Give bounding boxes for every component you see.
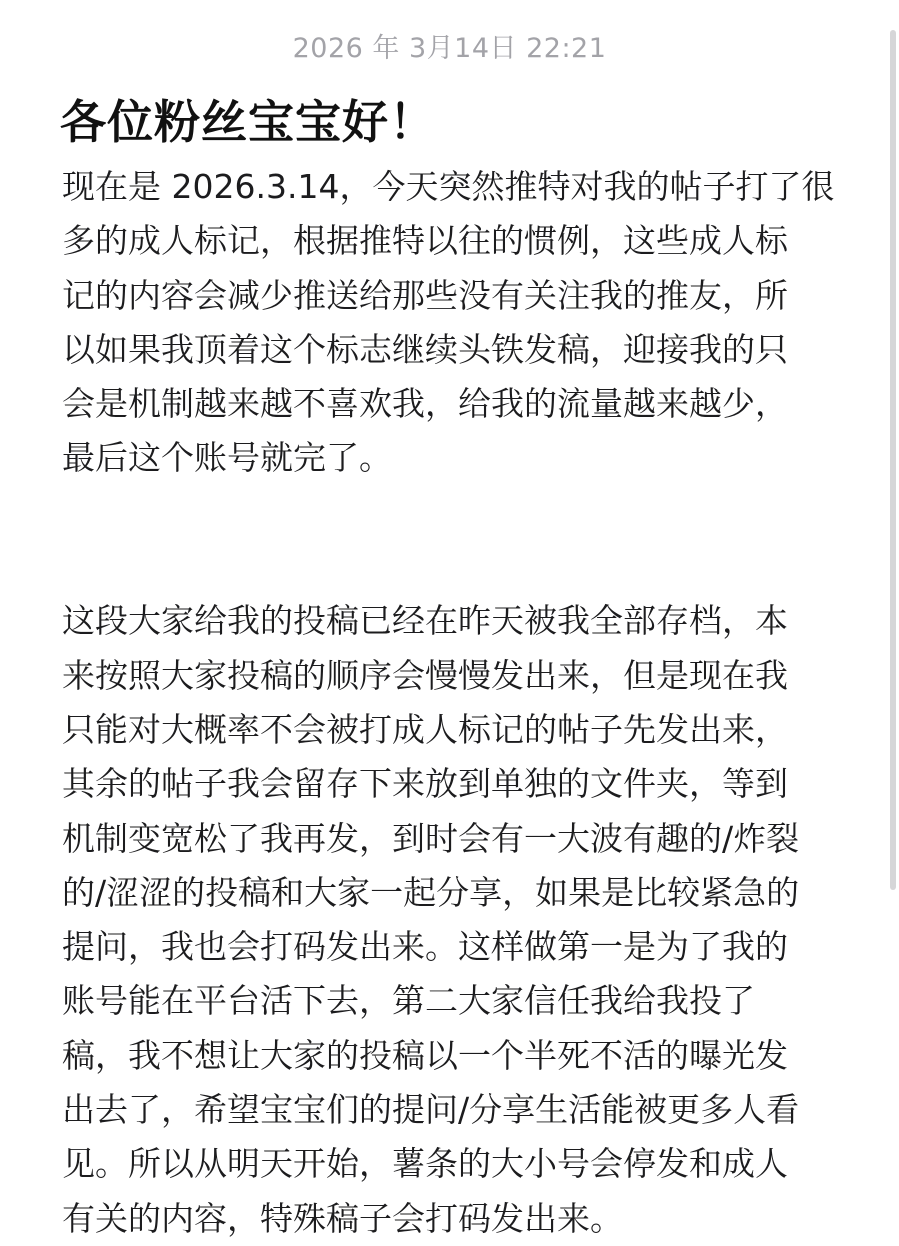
body-line: 的/涩涩的投稿和大家一起分享，如果是比较紧急的 [62,872,800,912]
body-line: 最后这个账号就完了。 [62,438,392,478]
body-line: 以如果我顶着这个标志继续头铁发稿，迎接我的只 [62,329,788,369]
body-line: 记的内容会减少推送给那些没有关注我的推友，所 [62,275,788,315]
body-line: 有关的内容，特殊稿子会打码发出来。 [62,1198,623,1238]
body-line: 见。所以从明天开始，薯条的大小号会停发和成人 [62,1144,788,1184]
note-body[interactable] [62,160,852,1246]
body-line: 出去了，希望宝宝们的提问/分享生活能被更多人看 [62,1090,800,1130]
body-line: 会是机制越来越不喜欢我，给我的流量越来越少， [62,384,788,424]
vertical-scrollbar[interactable] [890,30,896,890]
body-line: 来按照大家投稿的顺序会慢慢发出来，但是现在我 [62,655,788,695]
body-line: 账号能在平台活下去，第二大家信任我给我投了 [62,981,755,1021]
paragraph-spacer [62,486,852,540]
body-line: 多的成人标记，根据推特以往的惯例，这些成人标 [62,221,788,261]
body-line: 这段大家给我的投稿已经在昨天被我全部存档，本 [62,601,788,641]
note-title[interactable]: 各位粉丝宝宝好！ [60,95,436,149]
paragraph-spacer [62,540,852,594]
body-line: 稿，我不想让大家的投稿以一个半死不活的曝光发 [62,1035,788,1075]
body-line: 其余的帖子我会留存下来放到单独的文件夹，等到 [62,764,788,804]
body-line: 机制变宽松了我再发，到时会有一大波有趣的/炸裂 [62,818,800,858]
body-line: 只能对大概率不会被打成人标记的帖子先发出来， [62,709,788,749]
note-timestamp: 2026 年 3月14日 22:21 [292,33,607,64]
body-line: 提问，我也会打码发出来。这样做第一是为了我的 [62,927,788,967]
body-line: 现在是 2026.3.14，今天突然推特对我的帖子打了很 [62,167,835,206]
